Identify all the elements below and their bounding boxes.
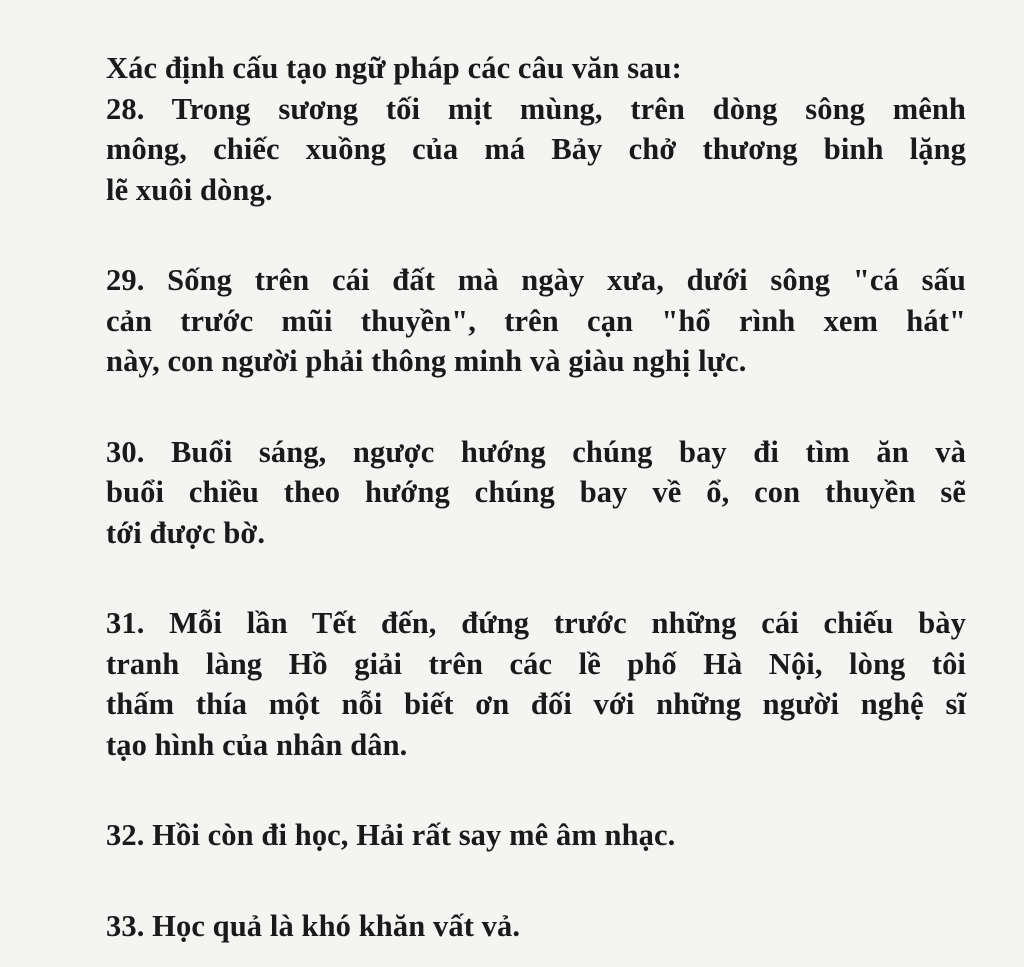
exercise-30 bbox=[106, 432, 966, 554]
exercise-29 bbox=[106, 260, 966, 382]
document-heading: Xác định cấu tạo ngữ pháp các câu văn sau: bbox=[106, 51, 682, 85]
exercise-28-line-3: lẽ xuôi dòng. bbox=[106, 172, 273, 207]
exercise-30-line-3: tới được bờ. bbox=[106, 515, 266, 550]
exercise-28-line-1: 28. Trong sương tối mịt mùng, trên dòng sông mênh bbox=[106, 91, 966, 126]
exercise-29-line-3: này, con người phải thông minh và giàu nghị lực. bbox=[106, 344, 747, 378]
exercise-32-line-1: 32. Hồi còn đi học, Hải rất say mê âm nhạc. bbox=[106, 818, 676, 852]
paragraph-gap bbox=[106, 210, 966, 260]
paragraph-gap bbox=[106, 765, 966, 815]
exercise-31-line-2: tranh làng Hồ giải trên các lề phố Hà Nội, lòng tôi bbox=[106, 646, 966, 681]
exercise-29-line-1: 29. Sống trên cái đất mà ngày xưa, dưới sông "cá sấu bbox=[106, 263, 966, 297]
exercise-28 bbox=[106, 89, 966, 211]
exercise-33 bbox=[106, 906, 966, 947]
exercise-33-line-1: 33. Học quả là khó khăn vất vả. bbox=[106, 908, 521, 943]
exercise-30-line-2: buổi chiều theo hướng chúng bay về ổ, con thuyền sẽ bbox=[106, 475, 966, 509]
paragraph-gap bbox=[106, 553, 966, 603]
exercise-31-line-3: thấm thía một nỗi biết ơn đối với những người nghệ sĩ bbox=[106, 687, 966, 721]
exercise-30-line-1: 30. Buổi sáng, ngược hướng chúng bay đi tìm ăn và bbox=[106, 434, 966, 469]
paragraph-gap bbox=[106, 856, 966, 906]
exercise-31-line-1: 31. Mỗi lần Tết đến, đứng trước những cái chiếu bày bbox=[106, 606, 966, 640]
exercise-28-line-2: mông, chiếc xuồng của má Bảy chở thương binh lặng bbox=[106, 132, 966, 166]
document-body bbox=[106, 48, 966, 946]
exercise-31 bbox=[106, 603, 966, 765]
exercise-32 bbox=[106, 815, 966, 856]
paragraph-gap bbox=[106, 382, 966, 432]
exercise-29-line-2: cản trước mũi thuyền", trên cạn "hổ rình xem hát" bbox=[106, 303, 966, 338]
exercise-31-line-4: tạo hình của nhân dân. bbox=[106, 727, 408, 762]
